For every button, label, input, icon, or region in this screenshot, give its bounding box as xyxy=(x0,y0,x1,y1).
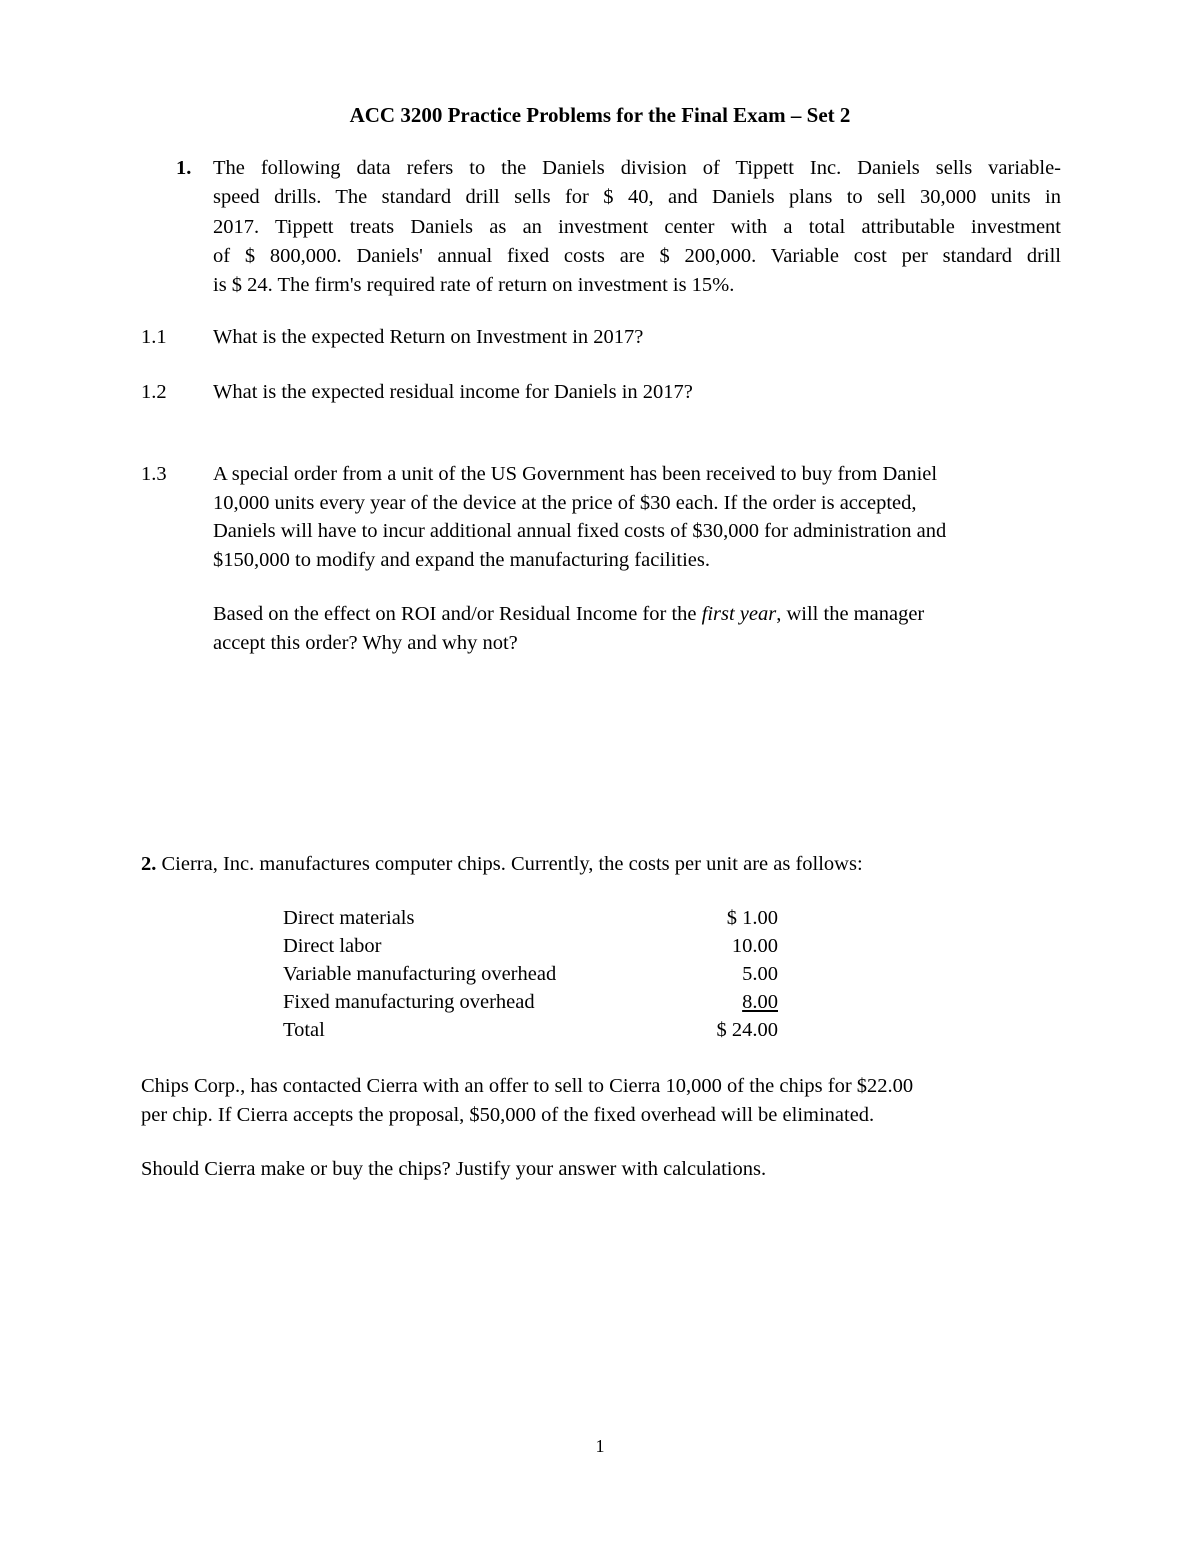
text-line: Chips Corp., has contacted Cierra with an offer to sell to Cierra 10,000 of the chips for $22.00 xyxy=(141,1075,914,1097)
table-row xyxy=(283,988,778,1016)
cost-label: Fixed manufacturing overhead xyxy=(283,991,535,1013)
text-line: 2017. Tippett treats Daniels as an investment center with a total attributable investment xyxy=(213,215,1061,238)
problem-2-question: Should Cierra make or buy the chips? Justify your answer with calculations. xyxy=(141,1158,767,1180)
table-row xyxy=(283,1016,778,1044)
table-row xyxy=(283,904,778,932)
text-line: The following data refers to the Daniels division of Tippett Inc. Daniels sells variable- xyxy=(213,157,1061,179)
cost-label: Direct materials xyxy=(283,907,415,929)
text-line xyxy=(213,600,1073,629)
cost-value xyxy=(698,988,778,1016)
cost-per-unit-table xyxy=(283,904,778,1044)
followup-before: Based on the effect on ROI and/or Residual Income for the xyxy=(213,603,702,625)
question-1-3-text xyxy=(213,460,1073,574)
table-row xyxy=(283,932,778,960)
question-1-3-followup xyxy=(213,600,1073,657)
cost-label: Variable manufacturing overhead xyxy=(283,963,557,985)
text-line: is $ 24. The firm's required rate of return on investment is 15%. xyxy=(213,274,735,297)
cost-label: Total xyxy=(283,1019,325,1041)
text-line: Daniels will have to incur additional annual fixed costs of $30,000 for administration and xyxy=(213,520,947,542)
followup-after: , will the manager xyxy=(776,603,925,625)
page-title: ACC 3200 Practice Problems for the Final Exam – Set 2 xyxy=(349,103,851,127)
text-line: accept this order? Why and why not? xyxy=(213,631,518,654)
text-line: 10,000 units every year of the device at the price of $30 each. If the order is accepted, xyxy=(213,491,917,514)
cost-value: $ 1.00 xyxy=(726,907,778,929)
cost-value: 10.00 xyxy=(731,935,778,957)
problem-2-intro-text: Cierra, Inc. manufactures computer chips. Currently, the costs per unit are as follows: xyxy=(156,853,863,875)
page-number: 1 xyxy=(595,1436,605,1456)
cost-value: $ 24.00 xyxy=(716,1019,778,1041)
text-line: of $ 800,000. Daniels' annual fixed costs are $ 200,000. Variable cost per standard drill xyxy=(213,244,1061,267)
cost-value: 5.00 xyxy=(742,963,778,985)
text-line: speed drills. The standard drill sells for $ 40, and Daniels plans to sell 30,000 units in xyxy=(213,186,1061,209)
problem-2-number: 2. xyxy=(141,853,157,875)
underlined-value: 8.00 xyxy=(742,991,778,1013)
text-line: per chip. If Cierra accepts the proposal, $50,000 of the fixed overhead will be eliminated. xyxy=(141,1104,875,1126)
question-1-1-number: 1.1 xyxy=(141,326,167,348)
problem-1-number: 1. xyxy=(176,157,192,179)
question-1-3-number: 1.3 xyxy=(141,463,167,485)
text-line: A special order from a unit of the US Government has been received to buy from Daniel xyxy=(213,463,938,485)
question-1-1-text: What is the expected Return on Investment in 2017? xyxy=(213,326,644,348)
text-line: $150,000 to modify and expand the manufacturing facilities. xyxy=(213,548,710,571)
question-1-2-number: 1.2 xyxy=(141,381,167,403)
problem-2-intro xyxy=(141,850,863,879)
question-1-2-text: What is the expected residual income for Daniels in 2017? xyxy=(213,381,693,403)
followup-italic: first year xyxy=(701,603,777,625)
problem-1-description xyxy=(213,154,1061,300)
table-row xyxy=(283,960,778,988)
cost-label: Direct labor xyxy=(283,935,382,957)
offer-paragraph xyxy=(141,1072,1061,1130)
